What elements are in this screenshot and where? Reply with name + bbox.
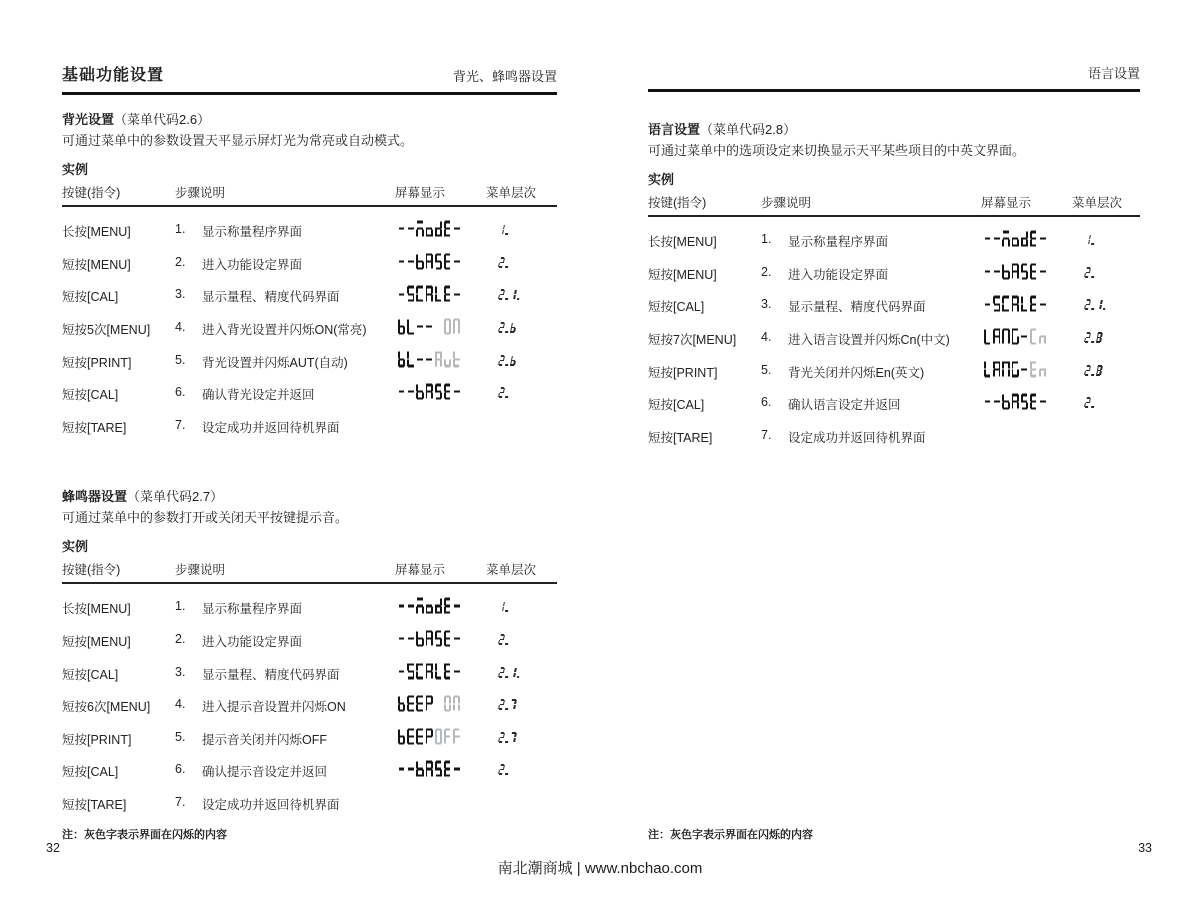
step-number: 5. [761, 362, 772, 377]
page-right [648, 0, 1140, 906]
lcd-display [398, 319, 462, 340]
step-cell [761, 297, 926, 315]
lcd-display [398, 253, 462, 274]
col-header-step: 步骤说明 [761, 196, 812, 210]
step-cell [175, 385, 315, 403]
menu-level-display [499, 353, 517, 371]
table-row [62, 280, 557, 313]
lcd-display [984, 361, 1048, 382]
table-row [62, 592, 557, 625]
step-description: 显示量程、精度代码界面 [788, 300, 926, 315]
example-label: 实例 [62, 162, 89, 177]
step-description: 进入语言设置并闪烁Cn(中文) [788, 333, 950, 348]
step-description: 确认背光设定并返回 [202, 388, 315, 403]
step-description: 进入功能设定界面 [788, 267, 889, 282]
section-description: 可通过菜单中的参数设置天平显示屏灯光为常亮或自动模式。 [62, 133, 414, 148]
step-cell [761, 395, 901, 413]
page-right-header [648, 66, 1140, 92]
table-row [648, 421, 1140, 454]
menu-level-display [499, 222, 511, 240]
step-description: 显示称量程序界面 [202, 602, 303, 617]
col-header-level: 菜单层次 [486, 186, 537, 200]
section-title [648, 122, 1140, 138]
step-description: 显示称量程序界面 [202, 225, 303, 240]
step-number: 6. [761, 395, 772, 410]
step-cell [175, 697, 346, 715]
lcd-display [398, 351, 462, 372]
menu-level-display [499, 385, 511, 403]
table-header [62, 560, 557, 584]
page-header-title: 基础功能设置 [62, 67, 165, 84]
page-header-subtitle: 语言设置 [1087, 66, 1140, 81]
table-body [648, 225, 1140, 453]
key-cell: 短按[MENU] [62, 635, 131, 650]
step-number: 7. [761, 427, 772, 442]
table-header [62, 183, 557, 207]
flash-note: 注：灰色字表示界面在闪烁的内容 [648, 829, 813, 841]
step-description: 进入背光设置并闪烁ON(常亮) [202, 323, 367, 338]
step-number: 5. [175, 729, 186, 744]
step-cell [175, 255, 302, 273]
key-cell: 短按[PRINT] [62, 355, 132, 370]
table-row [62, 723, 557, 756]
table-row [62, 788, 557, 821]
step-number: 1. [175, 222, 186, 237]
page-number-right: 33 [1138, 841, 1152, 855]
step-number: 2. [175, 632, 186, 647]
section-description: 可通过菜单中的选项设定来切换显示天平某些项目的中英文界面。 [648, 143, 1026, 158]
lcd-display [398, 286, 462, 307]
key-cell: 长按[MENU] [62, 602, 131, 617]
key-cell: 短按[CAL] [648, 300, 705, 315]
lcd-display [984, 263, 1048, 284]
step-cell [175, 418, 340, 436]
step-cell [175, 632, 302, 650]
lcd-display [398, 221, 462, 242]
step-description: 进入功能设定界面 [202, 635, 303, 650]
table-row [62, 248, 557, 281]
section-title-note: （菜单代码2.6） [114, 112, 211, 127]
step-description: 背光设置并闪烁AUT(自动) [202, 355, 348, 370]
site-footer: 南北潮商城 | www.nbchao.com [497, 860, 703, 877]
lcd-display [398, 761, 462, 782]
menu-level-display [499, 320, 517, 338]
section-title-note: （菜单代码2.8） [700, 122, 797, 137]
step-cell [761, 265, 888, 283]
page-header-subtitle: 背光、蜂鸣器设置 [452, 69, 557, 84]
menu-level-display [499, 287, 522, 305]
menu-level-display [499, 632, 511, 650]
step-description: 进入功能设定界面 [202, 257, 303, 272]
example-label: 实例 [62, 539, 89, 555]
table-row [62, 625, 557, 658]
section-title-bold: 背光设置 [62, 112, 115, 127]
key-cell: 短按[TARE] [62, 798, 127, 813]
step-description: 设定成功并返回待机界面 [202, 798, 340, 813]
step-number: 7. [175, 417, 186, 432]
step-number: 1. [761, 232, 772, 247]
lcd-display [984, 394, 1048, 415]
step-number: 2. [175, 254, 186, 269]
table-row [648, 355, 1140, 388]
table-row [648, 225, 1140, 258]
menu-level-display [1085, 330, 1103, 348]
step-cell [175, 353, 348, 371]
section-backlight [62, 112, 557, 443]
step-number: 1. [175, 599, 186, 614]
section-title [62, 112, 557, 128]
lcd-display [398, 696, 462, 717]
step-cell [175, 599, 302, 617]
step-number: 7. [175, 795, 186, 810]
col-header-level: 菜单层次 [1072, 196, 1123, 210]
step-cell [761, 330, 950, 348]
lcd-display [984, 296, 1048, 317]
key-cell: 短按[CAL] [62, 290, 119, 305]
step-number: 4. [175, 320, 186, 335]
step-cell [175, 320, 367, 338]
step-number: 3. [175, 287, 186, 302]
section-title [62, 489, 557, 505]
step-cell [761, 232, 888, 250]
step-description: 背光关闭并闪烁En(英文) [788, 365, 925, 380]
key-cell: 短按[CAL] [62, 388, 119, 403]
table-row [62, 345, 557, 378]
key-cell: 短按6次[MENU] [62, 700, 151, 715]
step-cell [175, 665, 340, 683]
page-number-left: 32 [46, 841, 60, 855]
lcd-display [984, 329, 1048, 350]
table-row [648, 258, 1140, 291]
section-language [648, 122, 1140, 453]
key-cell: 长按[MENU] [648, 235, 717, 250]
step-cell [175, 730, 327, 748]
step-number: 4. [761, 330, 772, 345]
key-cell: 短按[MENU] [648, 267, 717, 282]
key-cell: 短按[MENU] [62, 257, 131, 272]
table-row [62, 411, 557, 444]
col-header-key: 按键(指令) [648, 196, 707, 210]
lcd-display [398, 728, 462, 749]
step-description: 进入提示音设置并闪烁ON [202, 700, 346, 715]
col-header-display: 屏幕显示 [981, 196, 1032, 210]
menu-level-display [499, 599, 511, 617]
step-description: 设定成功并返回待机界面 [202, 420, 340, 435]
table-row [648, 388, 1140, 421]
menu-level-display [499, 730, 517, 748]
table-row [62, 378, 557, 411]
key-cell: 短按[PRINT] [62, 732, 132, 747]
step-description: 确认提示音设定并返回 [202, 765, 328, 780]
col-header-display: 屏幕显示 [395, 563, 446, 578]
key-cell: 长按[MENU] [62, 225, 131, 240]
step-cell [761, 363, 924, 381]
key-cell: 短按[CAL] [62, 667, 119, 682]
col-header-display: 屏幕显示 [395, 186, 446, 200]
col-header-step: 步骤说明 [175, 186, 226, 200]
section-title-note: （菜单代码2.7） [127, 489, 224, 505]
table-row [62, 755, 557, 788]
lcd-display [398, 631, 462, 652]
table-body [62, 592, 557, 820]
step-number: 3. [761, 297, 772, 312]
step-description: 确认语言设定并返回 [788, 398, 901, 413]
step-number: 2. [761, 264, 772, 279]
example-label: 实例 [648, 172, 675, 187]
menu-level-display [499, 255, 511, 273]
lcd-display [984, 231, 1048, 252]
col-header-key: 按键(指令) [62, 186, 121, 200]
step-cell [761, 428, 926, 446]
step-description: 显示称量程序界面 [788, 235, 889, 250]
step-description: 设定成功并返回待机界面 [788, 430, 926, 445]
table-header [648, 193, 1140, 217]
step-cell [175, 222, 302, 240]
section-description: 可通过菜单中的参数打开或关闭天平按键提示音。 [62, 510, 349, 526]
step-number: 6. [175, 385, 186, 400]
key-cell: 短按5次[MENU] [62, 323, 151, 338]
menu-level-display [1085, 363, 1103, 381]
table-row [62, 657, 557, 690]
section-beeper [62, 489, 557, 820]
table-row [648, 323, 1140, 356]
menu-level-display [499, 762, 511, 780]
flash-note: 注：灰色字表示界面在闪烁的内容 [62, 829, 227, 841]
lcd-display [398, 384, 462, 405]
table-row [62, 313, 557, 346]
page-left [62, 0, 557, 906]
menu-level-display [1085, 297, 1108, 315]
section-title-bold: 蜂鸣器设置 [62, 489, 128, 505]
key-cell: 短按[TARE] [648, 430, 713, 445]
step-number: 5. [175, 352, 186, 367]
key-cell: 短按[TARE] [62, 420, 127, 435]
step-description: 显示量程、精度代码界面 [202, 290, 340, 305]
col-header-step: 步骤说明 [175, 563, 226, 578]
step-number: 3. [175, 664, 186, 679]
table-body [62, 215, 557, 443]
menu-level-display [499, 697, 517, 715]
table-row [62, 690, 557, 723]
step-number: 6. [175, 762, 186, 777]
col-header-key: 按键(指令) [62, 563, 121, 578]
step-cell [175, 762, 327, 780]
key-cell: 短按7次[MENU] [648, 333, 737, 348]
key-cell: 短按[CAL] [648, 398, 705, 413]
menu-level-display [1085, 265, 1097, 283]
table-row [648, 290, 1140, 323]
menu-level-display [1085, 232, 1097, 250]
menu-level-display [499, 665, 522, 683]
step-description: 提示音关闭并闪烁OFF [202, 732, 327, 747]
menu-level-display [1085, 395, 1097, 413]
col-header-level: 菜单层次 [486, 563, 537, 578]
section-title-bold: 语言设置 [648, 122, 701, 137]
table-row [62, 215, 557, 248]
step-cell [175, 287, 340, 305]
step-number: 4. [175, 697, 186, 712]
key-cell: 短按[PRINT] [648, 365, 718, 380]
step-description: 显示量程、精度代码界面 [202, 667, 340, 682]
page-left-header [62, 66, 557, 95]
step-cell [175, 795, 340, 813]
lcd-display [398, 598, 462, 619]
key-cell: 短按[CAL] [62, 765, 119, 780]
lcd-display [398, 663, 462, 684]
